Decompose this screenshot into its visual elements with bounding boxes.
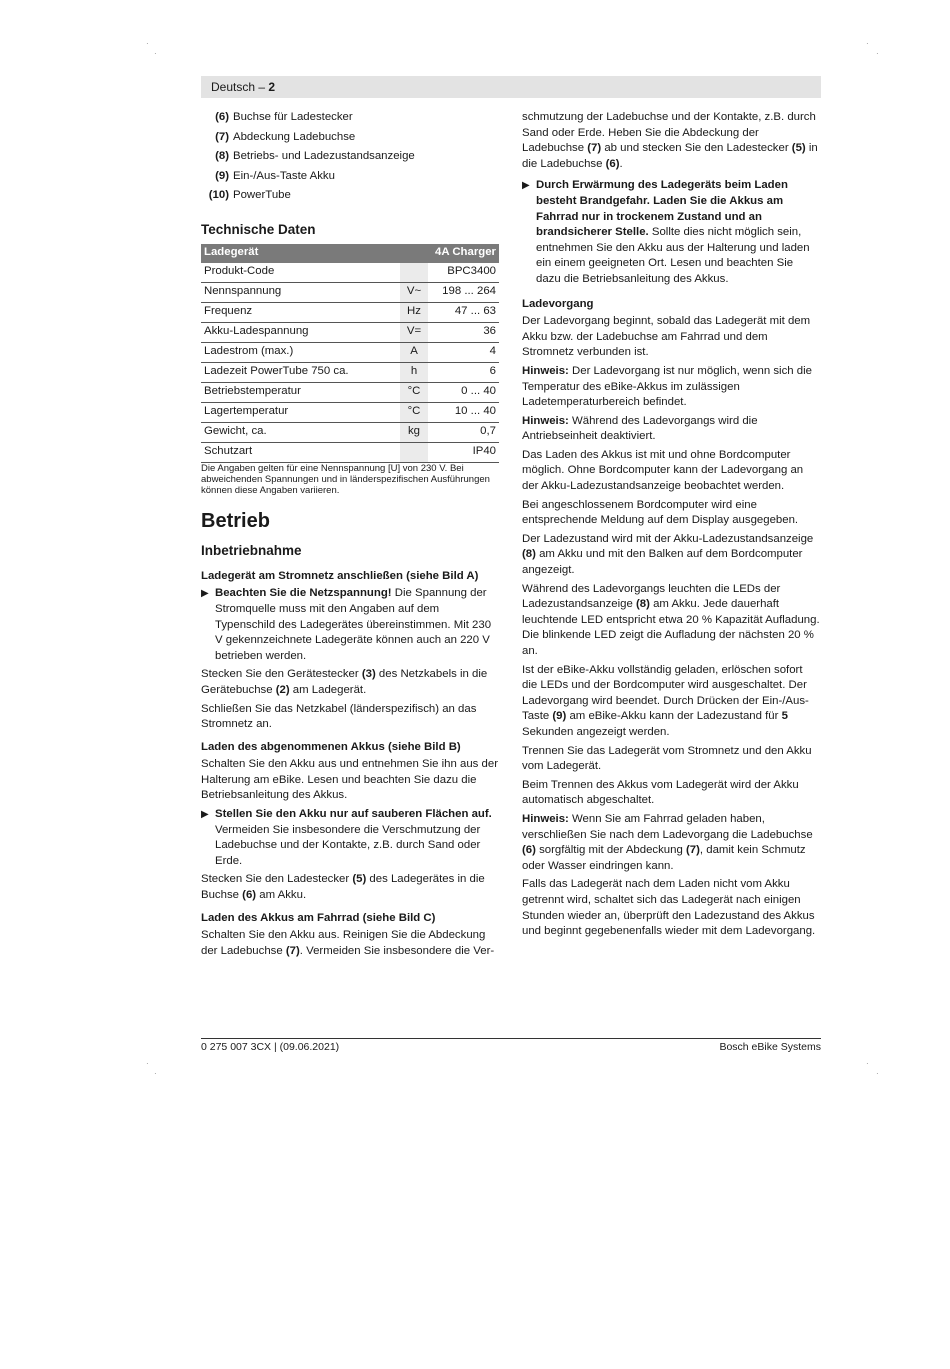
table-row (201, 263, 499, 283)
ref-number: (8) (522, 548, 536, 561)
text: des Ladegerätes in die Buchse (201, 873, 485, 902)
table-row (201, 362, 499, 382)
row-unit: kg (400, 422, 428, 442)
bullet-text (215, 807, 499, 869)
hinweis-label: Hinweis: (522, 812, 569, 825)
text: am Ladegerät. (289, 683, 367, 696)
legend-item (201, 188, 499, 204)
legend-item (201, 169, 499, 185)
bullet-triangle-icon: ▶ (522, 180, 530, 192)
ref-number: 5 (781, 710, 788, 723)
paragraph-hinweis-abdeckung (522, 812, 820, 874)
row-label: Ladezeit PowerTube 750 ca. (201, 362, 400, 382)
paragraph-wieder-an: Falls das Ladegerät nach dem Laden nicht vom Akku getrennt wird, schaltet sich das Ladegerät nach einigen Stunden wieder an, überprüft den Ladezustand des Akkus und beginnt gegebenenfalls wieder mit dem Ladevorgang. (522, 878, 816, 938)
bullet-body: Die Spannung der Stromquelle muss mit den Angaben auf dem Typenschild des Ladegerätes übereinstimmen. Mit 230 V gekennzeichnete Ladegeräte können auch an 220 V betrieben werden. (215, 587, 492, 662)
heading-bild-a: Ladegerät am Stromnetz anschließen (siehe Bild A) (201, 569, 479, 582)
text: Während des Ladevorgangs wird die Antriebseinheit deaktiviert. (522, 414, 758, 443)
row-value: 36 (428, 322, 499, 342)
table-header-label: Ladegerät (201, 244, 428, 263)
paragraph-ladezustand (522, 532, 820, 579)
text: . (619, 157, 623, 170)
text: Der Ladevorgang ist nur möglich, wenn sich die Temperatur des eBike-Akkus im zulässigen Ladetemperaturbereich befindet. (522, 364, 812, 409)
row-label: Akku-Ladespannung (201, 322, 400, 342)
row-label: Schutzart (201, 442, 400, 462)
text: Wenn Sie am Fahrrad geladen haben, verschließen Sie nach dem Ladevorgang die Ladebuchse (522, 812, 813, 841)
ref-number: (5) (352, 873, 367, 886)
table-row (201, 302, 499, 322)
paragraph-vollstaendig-geladen (522, 663, 820, 741)
row-unit: h (400, 362, 428, 382)
row-unit: A (400, 342, 428, 362)
header-text (211, 80, 275, 94)
table-row (201, 282, 499, 302)
right-column (522, 110, 820, 943)
paragraph-fortsetzung (522, 110, 820, 172)
row-label: Frequenz (201, 302, 400, 322)
row-value: 47 ... 63 (428, 302, 499, 322)
crop-mark: · (876, 1069, 879, 1078)
bullet-bold: Stellen Sie den Akku nur auf sauberen Flächen auf. (215, 808, 492, 821)
table-row (201, 322, 499, 342)
legend-item (201, 149, 499, 165)
table-header-model: 4A Charger (428, 244, 499, 263)
row-unit (400, 263, 428, 283)
row-label: Gewicht, ca. (201, 422, 400, 442)
tech-data-note: Die Angaben gelten für eine Nennspannung [U] von 230 V. Bei abweichenden Spannungen und in länderspezifischen Ausführungen können diese Angaben variieren. (201, 462, 490, 496)
ref-number: (8) (636, 598, 650, 611)
paragraph-abgeschaltet: Beim Trennen des Akkus vom Ladegerät wird der Akku automatisch abgeschaltet. (522, 778, 799, 807)
legend-text: Betriebs- und Ladezustandsanzeige (233, 150, 415, 163)
bullet-netzspannung (201, 586, 499, 664)
row-label: Betriebstemperatur (201, 382, 400, 402)
row-label: Nennspannung (201, 282, 400, 302)
legend-number: (10) (208, 189, 229, 202)
footer-publisher: Bosch eBike Systems (719, 1041, 821, 1053)
paragraph-bordcomputer: Das Laden des Akkus ist mit und ohne Bordcomputer möglich. Ohne Bordcomputer kann der Ladevorgang an der Akku-Ladezustandsanzeige beobachtet werden. (522, 448, 804, 493)
text: ab und stecken Sie den Ladestecker (601, 142, 792, 155)
page-header (201, 76, 821, 98)
legend-text: Ein-/Aus-Taste Akku (233, 169, 335, 182)
ref-number: (7) (285, 944, 300, 957)
heading-bild-c: Laden des Akkus am Fahrrad (siehe Bild C) (201, 911, 436, 924)
paragraph-hinweis-temperatur (522, 364, 820, 411)
paragraph-ladestecker (201, 872, 499, 903)
text: . Vermeiden Sie insbesondere die Ver- (299, 944, 495, 957)
footer-rule (201, 1038, 821, 1039)
hinweis-label: Hinweis: (522, 414, 569, 427)
header-language: Deutsch – (211, 80, 266, 94)
legend-text: PowerTube (233, 189, 291, 202)
ref-number: (6) (242, 889, 257, 902)
text: Während des Ladevorgangs leuchten die LEDs der Ladezustandsanzeige (522, 582, 781, 611)
row-value: 6 (428, 362, 499, 382)
paragraph-display-meldung: Bei angeschlossenem Bordcomputer wird eine entsprechende Meldung auf dem Display ausgegeben. (522, 498, 799, 527)
row-unit (400, 442, 428, 462)
bullet-bold: Durch Erwärmung des Ladegeräts beim Laden besteht Brandgefahr. Laden Sie die Akkus am Fahrrad nur in trockenem Zustand und an brandsicherer Stelle. (536, 179, 788, 239)
bullet-brandgefahr (522, 178, 820, 287)
left-column (201, 110, 499, 962)
row-unit: °C (400, 402, 428, 422)
row-unit: V= (400, 322, 428, 342)
row-unit: °C (400, 382, 428, 402)
legend-text: Buchse für Ladestecker (233, 111, 353, 123)
text: am Akku und mit den Balken auf dem Bordcomputer angezeigt. (522, 548, 803, 577)
text: , damit kein Schmutz oder Wasser eindringen kann. (522, 844, 806, 872)
text: Schalten Sie den Akku aus. Reinigen Sie die Abdeckung der Ladebuchse (201, 929, 486, 957)
text: am eBike-Akku kann der Ladezustand für (566, 710, 782, 723)
ref-number: (7) (587, 142, 602, 155)
crop-mark: · (866, 1059, 869, 1068)
row-value: BPC3400 (428, 263, 499, 283)
paragraph-trennen: Trennen Sie das Ladegerät vom Stromnetz und den Akku vom Ladegerät. (522, 744, 812, 773)
table-row (201, 402, 499, 422)
crop-mark: · (146, 39, 149, 48)
ref-number: (2) (275, 683, 290, 696)
row-label: Lagertemperatur (201, 402, 400, 422)
paragraph-hinweis-antrieb (522, 414, 820, 445)
legend-number: (6) (215, 111, 229, 123)
table-row (201, 422, 499, 442)
bullet-body: Vermeiden Sie insbesondere die Verschmutzung der Ladebuchse und der Kontakte, z.B. durch Sand oder Erde. (215, 823, 481, 867)
page-number: 2 (268, 80, 276, 94)
bullet-triangle-icon: ▶ (201, 588, 209, 600)
crop-mark: · (154, 1069, 157, 1078)
legend-number: (8) (215, 150, 229, 163)
legend-text: Abdeckung Ladebuchse (233, 130, 356, 143)
table-row (201, 382, 499, 402)
ref-number: (3) (361, 668, 376, 681)
text: Stecken Sie den Ladestecker (201, 873, 353, 886)
ref-number: (9) (552, 710, 567, 723)
heading-bild-b: Laden des abgenommenen Akkus (siehe Bild B) (201, 740, 461, 753)
footer-doc-number: 0 275 007 3CX | (09.06.2021) (201, 1041, 340, 1053)
text: des Netzkabels in die Gerätebuchse (201, 668, 488, 696)
legend-number: (9) (215, 169, 229, 182)
text: in die Ladebuchse (522, 142, 818, 170)
ref-number: (7) (685, 844, 700, 857)
paragraph-ladevorgang-beginn: Der Ladevorgang beginnt, sobald das Ladegerät mit dem Akku bzw. der Ladebuchse am Fahrrad und dem Stromnetz verbunden ist. (522, 315, 811, 359)
paragraph-akku-am-fahrrad (201, 928, 499, 959)
text: Sekunden angezeigt werden. (522, 725, 670, 738)
hinweis-label: Hinweis: (522, 364, 569, 377)
bullet-text (536, 178, 820, 287)
section-title-betrieb: Betrieb (201, 509, 270, 532)
text: am Akku. (256, 889, 307, 902)
legend-number: (7) (215, 130, 229, 143)
row-value: 10 ... 40 (428, 402, 499, 422)
table-row (201, 442, 499, 462)
bullet-saubere-flaechen (201, 807, 499, 869)
row-unit: V~ (400, 282, 428, 302)
row-value: IP40 (428, 442, 499, 462)
paragraph-akku-ausschalten: Schalten Sie den Akku aus und entnehmen Sie ihn aus der Halterung am eBike. Lesen und beachten Sie dazu die Betriebsanleitung des Akkus. (201, 758, 498, 802)
row-value: 198 ... 264 (428, 282, 499, 302)
crop-mark: · (876, 49, 879, 58)
crop-mark: · (154, 49, 157, 58)
ref-number: (6) (605, 157, 620, 170)
ref-number: (6) (522, 844, 536, 857)
row-label: Produkt-Code (201, 263, 400, 283)
subsection-inbetriebnahme: Inbetriebnahme (201, 543, 302, 559)
tech-data-heading: Technische Daten (201, 221, 316, 237)
paragraph-geraetestecker (201, 667, 499, 698)
bullet-bold: Beachten Sie die Netzspannung! (215, 587, 392, 600)
row-value: 4 (428, 342, 499, 362)
paragraph-leds (522, 582, 820, 660)
row-unit: Hz (400, 302, 428, 322)
text: Stecken Sie den Gerätestecker (201, 668, 362, 681)
legend-list (201, 110, 499, 204)
text: sorgfältig mit der Abdeckung (535, 844, 686, 857)
paragraph-netzkabel: Schließen Sie das Netzkabel (länderspezifisch) an das Stromnetz an. (201, 702, 477, 731)
crop-mark: · (146, 1059, 149, 1068)
text: am Akku. Jede dauerhaft leuchtende LED entspricht etwa 20 % Kapazität Aufladung. Die blinkende LED zeigt die Aufladung der nächsten 20 % an. (522, 598, 820, 657)
bullet-triangle-icon: ▶ (201, 809, 209, 821)
text: Der Ladezustand wird mit der Akku-Ladezustandsanzeige (522, 532, 814, 545)
legend-item (201, 110, 499, 126)
bullet-text (215, 586, 499, 664)
text: schmutzung der Ladebuchse und der Kontakte, z.B. durch Sand oder Erde. Heben Sie die Abdeckung der Ladebuchse (522, 111, 816, 155)
row-value: 0,7 (428, 422, 499, 442)
bullet-body: Sollte dies nicht möglich sein, entnehmen Sie den Akku aus der Halterung und laden ein einem geeigneten Ort. Lesen und beachten Sie dazu die Betriebsanleitung des Akkus. (536, 226, 810, 285)
ref-number: (5) (791, 142, 806, 155)
tech-data-table (201, 244, 499, 463)
table-header-row (201, 244, 499, 263)
crop-mark: · (866, 39, 869, 48)
row-value: 0 ... 40 (428, 382, 499, 402)
text: Ist der eBike-Akku vollständig geladen, erlöschen sofort die LEDs und der Bordcomputer wird ausgeschaltet. Der Ladevorgang wird beendet. Durch Drücken der Ein-/Aus-Taste (522, 663, 809, 723)
heading-ladevorgang: Ladevorgang (522, 297, 594, 310)
legend-item (201, 130, 499, 146)
row-label: Ladestrom (max.) (201, 342, 400, 362)
table-row (201, 342, 499, 362)
